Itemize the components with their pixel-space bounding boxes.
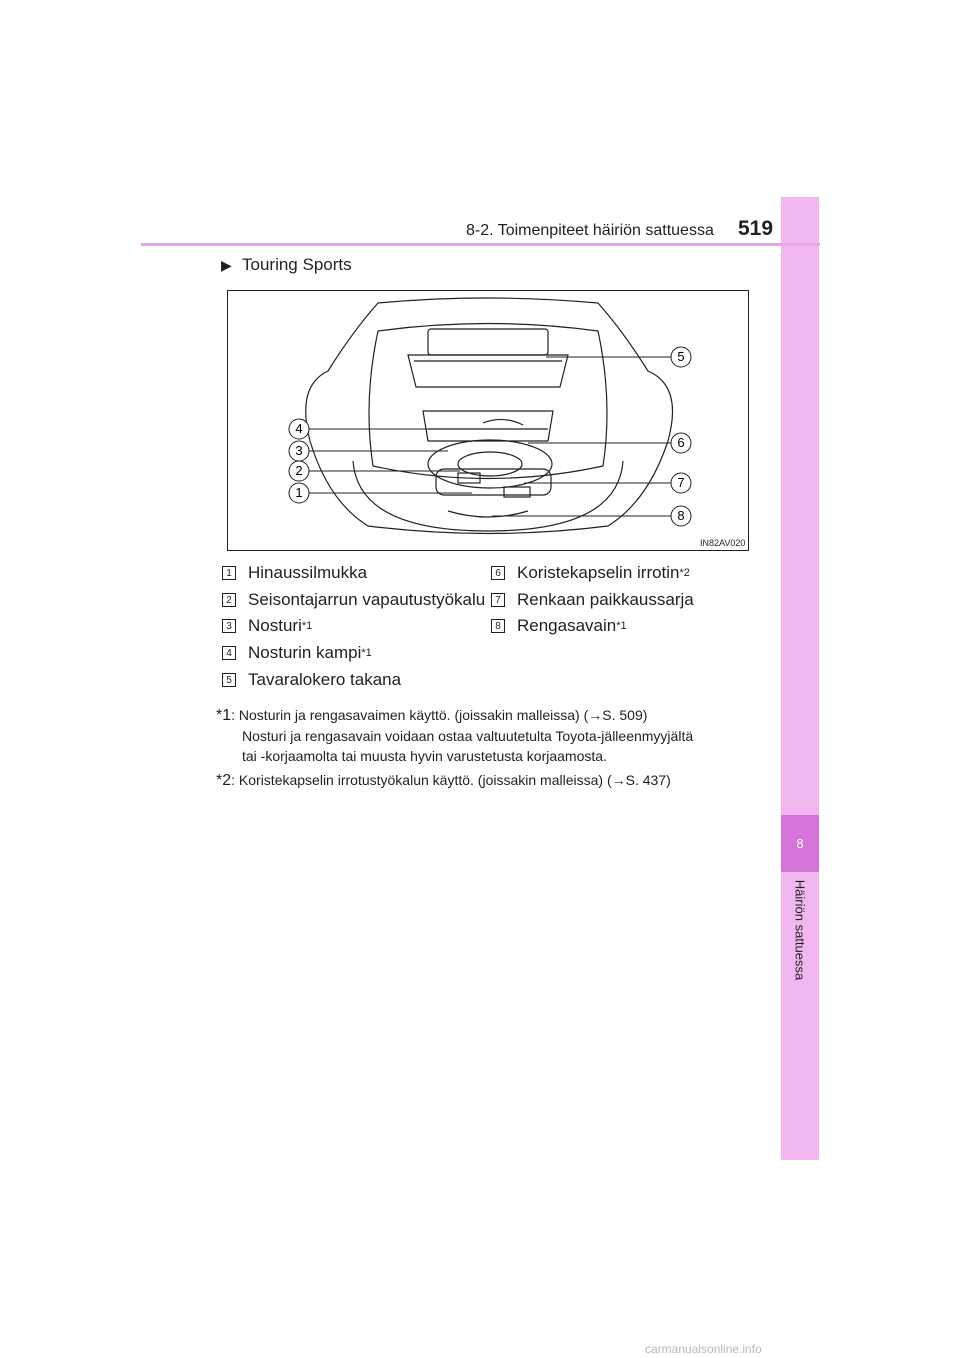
legend-num-1: 1 bbox=[222, 566, 236, 580]
figure-code: IN82AV020 bbox=[700, 538, 746, 548]
callout-label-6: 6 bbox=[677, 435, 685, 450]
trunk-drawing bbox=[228, 291, 748, 550]
header-rule bbox=[141, 243, 820, 246]
legend-num-2: 2 bbox=[222, 593, 236, 607]
legend-item-5 bbox=[222, 670, 401, 690]
legend-label-8: Rengasavain bbox=[517, 616, 617, 635]
callout-8 bbox=[671, 506, 691, 526]
legend-label-5: Tavaralokero takana bbox=[248, 670, 402, 689]
header-section-title: 8-2. Toimenpiteet häiriön sattuessa bbox=[466, 222, 714, 239]
legend-num-8: 8 bbox=[491, 619, 505, 633]
section-title: Touring Sports bbox=[242, 255, 352, 274]
legend-item-1 bbox=[222, 563, 367, 583]
legend-label-6: Koristekapselin irrotin bbox=[517, 563, 680, 582]
legend-item-4: 4 Nosturin kampi *1 bbox=[222, 643, 372, 663]
legend-num-7: 7 bbox=[491, 593, 505, 607]
chapter-side-tab bbox=[781, 197, 819, 1160]
footnote-1: *1: Nosturin ja rengasavaimen käyttö. (joissakin malleissa) (→S. 509) Nosturi ja rengasavain voidaan ostaa valtuutetulta Toyota-jälleenmyyjältä tai -korjaamolta tai muusta hyvin varustetusta korjaamosta. bbox=[216, 705, 746, 766]
callout-4 bbox=[289, 419, 309, 439]
footnote-1-line3: tai -korjaamolta tai muusta hyvin varustetusta korjaamosta. bbox=[242, 748, 607, 764]
callout-2 bbox=[289, 461, 309, 481]
callout-1 bbox=[289, 483, 309, 503]
callout-label-3: 3 bbox=[295, 443, 303, 458]
legend-item-3: 3 Nosturi *1 bbox=[222, 616, 312, 636]
legend-item-2 bbox=[222, 590, 485, 610]
chapter-number: 8 bbox=[796, 836, 804, 851]
legend-label-3: Nosturi bbox=[248, 616, 302, 635]
callout-label-4: 4 bbox=[295, 421, 303, 436]
legend-label-7: Renkaan paikkaussarja bbox=[517, 590, 694, 609]
legend-item-6: 6 Koristekapselin irrotin *2 bbox=[491, 563, 690, 583]
legend-num-4: 4 bbox=[222, 646, 236, 660]
callout-label-7: 7 bbox=[677, 475, 685, 490]
legend-num-6: 6 bbox=[491, 566, 505, 580]
footnote-mark-1: *1 bbox=[216, 707, 232, 724]
callout-6 bbox=[671, 433, 691, 453]
footnote-mark-2: *2 bbox=[216, 772, 232, 789]
legend-label-2: Seisontajarrun vapautustyökalu bbox=[248, 590, 486, 609]
legend-item-8: 8 Rengasavain *1 bbox=[491, 616, 627, 636]
callout-label-2: 2 bbox=[295, 463, 303, 478]
callout-label-8: 8 bbox=[677, 508, 685, 523]
legend-num-5: 5 bbox=[222, 673, 236, 687]
page-number: 519 bbox=[738, 217, 774, 240]
footnote-2-line1: Koristekapselin irrotustyökalun käyttö. (joissakin malleissa) (→S. 437) bbox=[238, 772, 671, 788]
callout-label-5: 5 bbox=[677, 349, 685, 364]
trunk-illustration bbox=[227, 290, 749, 551]
chapter-title: Häiriön sattuessa bbox=[792, 879, 808, 981]
legend-label-4: Nosturin kampi bbox=[248, 643, 362, 662]
section-arrow-icon: ▶ bbox=[221, 257, 232, 273]
callout-7 bbox=[671, 473, 691, 493]
footnote-1-line1: Nosturin ja rengasavaimen käyttö. (joissakin malleissa) (→S. 509) bbox=[238, 707, 648, 723]
callout-label-1: 1 bbox=[295, 485, 303, 500]
callout-5 bbox=[671, 347, 691, 367]
watermark: carmanualsonline.info bbox=[645, 1342, 762, 1356]
legend-num-3: 3 bbox=[222, 619, 236, 633]
footnote-2: *2: Koristekapselin irrotustyökalun käyttö. (joissakin malleissa) (→S. 437) bbox=[216, 772, 671, 789]
legend-label-1: Hinaussilmukka bbox=[248, 563, 368, 582]
legend-item-7 bbox=[491, 590, 694, 610]
callout-3 bbox=[289, 441, 309, 461]
footnote-1-line2: Nosturi ja rengasavain voidaan ostaa valtuutetulta Toyota-jälleenmyyjältä bbox=[242, 728, 694, 744]
